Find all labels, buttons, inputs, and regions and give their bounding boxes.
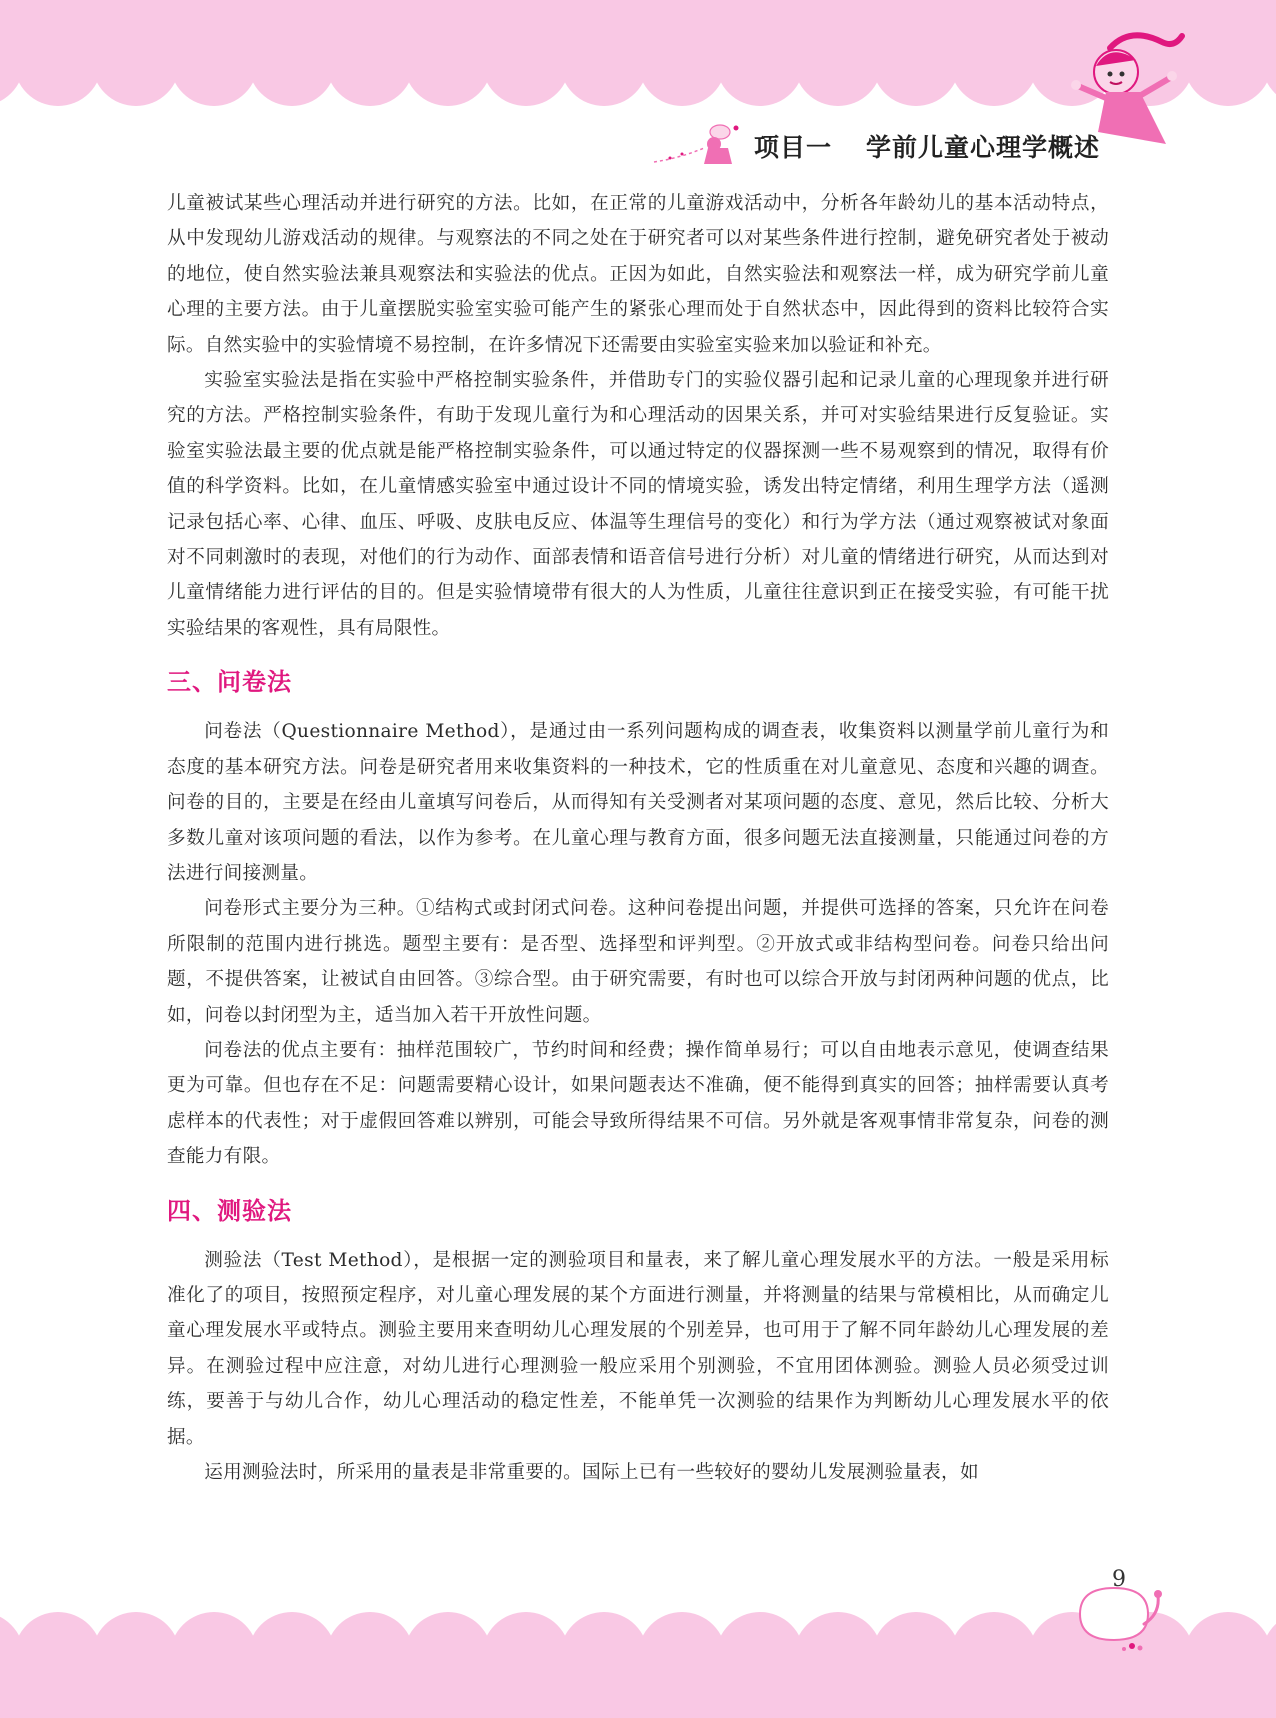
page-content	[167, 186, 1109, 1490]
chapter-header	[754, 128, 1100, 164]
paragraph: 儿童被试某些心理活动并进行研究的方法。比如，在正常的儿童游戏活动中，分析各年龄幼儿的基本活动特点，从中发现幼儿游戏活动的规律。与观察法的不同之处在于研究者可以对某些条件进行控制，避免研究者处于被动的地位，使自然实验法兼具观察法和实验法的优点。正因为如此，自然实验法和观察法一样，成为研究学前儿童心理的主要方法。由于儿童摆脱实验室实验可能产生的紧张心理而处于自然状态中，因此得到的资料比较符合实际。自然实验中的实验情境不易控制，在许多情况下还需要由实验室实验来加以验证和补充。	[167, 193, 1109, 356]
section-heading: 四、测验法	[167, 1196, 292, 1225]
running-head	[650, 118, 1120, 170]
paragraph: 问卷法（Questionnaire Method），是通过由一系列问题构成的调查表，收集资料以测量学前儿童行为和态度的基本研究方法。问卷是研究者用来收集资料的一种技术，它的性质重在对儿童意见、态度和兴趣的调查。问卷的目的，主要是在经由儿童填写问卷后，从而得知有关受测者对某项问题的态度、意见，然后比较、分析大多数儿童对该项问题的看法，以作为参考。在儿童心理与教育方面，很多问题无法直接测量，只能通过问卷的方法进行间接测量。	[167, 721, 1109, 884]
paragraph: 运用测验法时，所采用的量表是非常重要的。国际上已有一些较好的婴幼儿发展测验量表，如	[204, 1462, 979, 1483]
small-flying-fairy-icon	[650, 118, 746, 170]
paragraph: 问卷法的优点主要有：抽样范围较广，节约时间和经费；操作简单易行；可以自由地表示意见，使调查结果更为可靠。但也存在不足：问题需要精心设计，如果问题表达不准确，便不能得到真实的回答；抽样需要认真考虑样本的代表性；对于虚假回答难以辨别，可能会导致所得结果不可信。另外就是客观事情非常复杂，问卷的测查能力有限。	[167, 1039, 1109, 1168]
paragraph: 实验室实验法是指在实验中严格控制实验条件，并借助专门的实验仪器引起和记录儿童的心理现象并进行研究的方法。严格控制实验条件，有助于发现儿童行为和心理活动的因果关系，并可对实验结果进行反复验证。实验室实验法最主要的优点就是能严格控制实验条件，可以通过特定的仪器探测一些不易观察到的情况，取得有价值的科学资料。比如，在儿童情感实验室中通过设计不同的情境实验，诱发出特定情绪，利用生理学方法（遥测记录包括心率、心律、血压、呼吸、皮肤电反应、体温等生理信号的变化）和行为学方法（通过观察被试对象面对不同刺激时的表现，对他们的行为动作、面部表情和语音信号进行分析）对儿童的情绪进行研究，从而达到对儿童情绪能力进行评估的目的。但是实验情境带有很大的人为性质，儿童往往意识到正在接受实验，有可能干扰实验结果的客观性，具有局限性。	[167, 370, 1109, 639]
paragraph: 测验法（Test Method），是根据一定的测验项目和量表，来了解儿童心理发展水平的方法。一般是采用标准化了的项目，按照预定程序，对儿童心理发展的某个方面进行测量，并将测量的结果与常模相比，从而确定儿童心理发展水平或特点。测验主要用来查明幼儿心理发展的个别差异，也可用于了解不同年龄幼儿心理发展的差异。在测验过程中应注意，对幼儿进行心理测验一般应采用个别测验，不宜用团体测验。测验人员必须受过训练，要善于与幼儿合作，幼儿心理活动的稳定性差，不能单凭一次测验的结果作为判断幼儿心理发展水平的依据。	[167, 1249, 1109, 1448]
section-heading: 三、问卷法	[167, 668, 292, 697]
paragraph: 问卷形式主要分为三种。①结构式或封闭式问卷。这种问卷提出问题，并提供可选择的答案，只允许在问卷所限制的范围内进行挑选。题型主要有：是否型、选择型和评判型。②开放式或非结构型问卷。问卷只给出问题，不提供答案，让被试自由回答。③综合型。由于研究需要，有时也可以综合开放与封闭两种问题的优点，比如，问卷以封闭型为主，适当加入若干开放性问题。	[167, 898, 1109, 1026]
page-number: 9	[1112, 1567, 1126, 1592]
chapter-title: 学前儿童心理学概述	[866, 133, 1101, 162]
fairy-page-badge-icon	[1074, 1584, 1174, 1654]
project-label: 项目一	[754, 133, 833, 162]
